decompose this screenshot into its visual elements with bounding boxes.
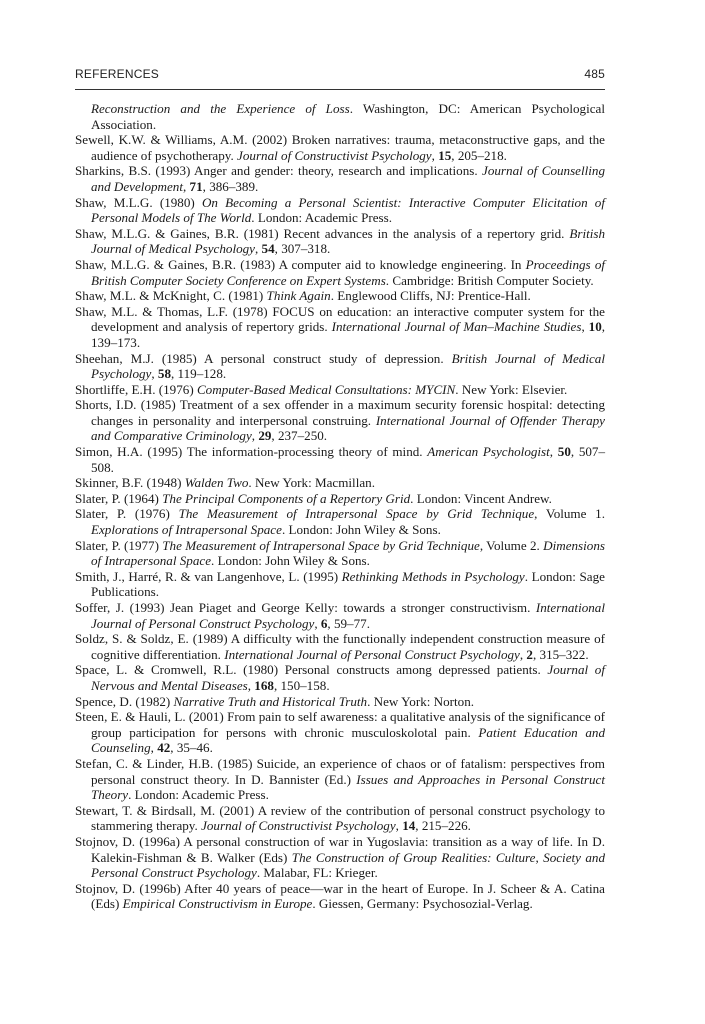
- reference-entry: [75, 475, 605, 491]
- reference-title: The Measurement of Intrapersonal Space by Grid Technique: [178, 506, 535, 522]
- reference-text: . New York: Elsevier.: [455, 381, 568, 397]
- reference-entry: [75, 351, 605, 382]
- reference-entry: [75, 288, 605, 304]
- reference-text: , Volume 2.: [479, 537, 544, 553]
- reference-volume: 29: [258, 428, 272, 444]
- reference-title: The Construction of Group Realities: Culture, Society and Personal Construct Psychology: [91, 849, 606, 881]
- reference-entry: [75, 803, 605, 834]
- reference-text: . New York: Macmillan.: [248, 475, 375, 491]
- reference-text: . Washington, DC: American Psychological Association.: [91, 101, 605, 132]
- reference-text: . London: John Wiley & Sons.: [211, 553, 370, 569]
- reference-title: British Journal of Medical Psychology: [91, 225, 605, 257]
- reference-title: The Principal Components of a Repertory Grid: [162, 490, 411, 506]
- reference-entry: [75, 491, 605, 507]
- reference-text: . London: Vincent Andrew.: [410, 490, 552, 506]
- reference-volume: 71: [189, 178, 203, 194]
- reference-volume: 2: [526, 646, 533, 662]
- reference-entry: [75, 834, 605, 881]
- reference-entry: [75, 257, 605, 288]
- reference-volume: 58: [157, 366, 171, 382]
- reference-volume: 15: [438, 147, 452, 163]
- reference-title: Think Again: [266, 288, 331, 304]
- reference-text: Stewart, T. & Birdsall, M. (2001) A review of the contribution of personal construct psychology to stammering therapy.: [75, 802, 605, 834]
- reference-text: ,: [395, 818, 403, 834]
- reference-text: , 150–158.: [273, 677, 330, 693]
- reference-entry: [75, 163, 605, 194]
- reference-title: American Psychologist: [427, 444, 550, 460]
- reference-text: Soldz, S. & Soldz, E. (1989) A difficulty with the functionally independent construction measure of cognitive differentiation.: [75, 631, 605, 662]
- reference-text: Shaw, M.L. & McKnight, C. (1981): [75, 288, 267, 304]
- reference-entry: [75, 444, 605, 475]
- reference-entry: [75, 569, 605, 600]
- reference-volume: 6: [320, 615, 328, 631]
- reference-text: ,: [549, 444, 558, 460]
- reference-text: ,: [150, 740, 158, 756]
- reference-title: On Becoming a Personal Scientist: Interactive Computer Elicitation of Personal Models of The World: [91, 194, 605, 226]
- reference-text: . London: Academic Press.: [128, 787, 269, 803]
- reference-text: , 59–77.: [327, 615, 370, 631]
- reference-entry: [75, 382, 605, 398]
- reference-entry: [75, 132, 605, 163]
- reference-text: . Malabar, FL: Krieger.: [256, 865, 378, 881]
- reference-text: , 386–389.: [202, 178, 259, 194]
- reference-entry: [75, 881, 605, 912]
- reference-entry: [75, 600, 605, 631]
- reference-title: Journal of Counselling and Development: [91, 163, 605, 194]
- reference-text: , 307–318.: [274, 241, 331, 257]
- reference-text: ,: [183, 178, 190, 194]
- reference-entry: [75, 538, 605, 569]
- reference-text: Sheehan, M.J. (1985) A personal construct study of depression.: [75, 350, 452, 366]
- reference-entry: [75, 195, 605, 226]
- reference-text: Shorts, I.D. (1985) Treatment of a sex offender in a maximum security forensic hospital: detecting changes in personality and interpersonal construing.: [75, 397, 605, 428]
- reference-text: ,: [431, 147, 439, 163]
- reference-text: Stojnov, D. (1996b) After 40 years of peace—war in the heart of Europe. In J. Scheer & A. Catina (Eds): [75, 880, 605, 912]
- reference-title: Narrative Truth and Historical Truth: [173, 693, 368, 709]
- reference-text: Shaw, M.L.G. & Gaines, B.R. (1981) Recent advances in the analysis of a repertory grid.: [75, 225, 570, 241]
- reference-title: British Journal of Medical Psychology: [91, 350, 605, 382]
- reference-text: Spence, D. (1982): [75, 693, 174, 709]
- reference-volume: 50: [557, 444, 571, 460]
- reference-text: , 215–226.: [415, 818, 471, 834]
- reference-text: Shaw, M.L. & Thomas, L.F. (1978) FOCUS on education: an interactive computer system for the development and analysis of repertory grids.: [75, 303, 605, 335]
- reference-text: ,: [247, 677, 255, 693]
- reference-volume: 42: [157, 740, 171, 756]
- reference-text: Smith, J., Harré, R. & van Langenhove, L. (1995): [75, 568, 342, 584]
- reference-text: , 139–173.: [91, 319, 606, 350]
- reference-text: . London: Sage Publications.: [91, 568, 605, 600]
- reference-volume: 14: [402, 818, 416, 834]
- reference-text: Shortliffe, E.H. (1976): [75, 381, 197, 397]
- reference-text: ,: [255, 241, 262, 257]
- reference-text: Simon, H.A. (1995) The information-processing theory of mind.: [75, 444, 428, 460]
- reference-text: Slater, P. (1976): [75, 506, 179, 522]
- reference-text: Sharkins, B.S. (1993) Anger and gender: theory, research and implications.: [75, 163, 483, 179]
- reference-volume: 168: [254, 677, 274, 693]
- reference-text: . Giessen, Germany: Psychosozial-Verlag.: [312, 896, 533, 912]
- running-head-title: REFERENCES: [75, 67, 160, 81]
- reference-text: Sewell, K.W. & Williams, A.M. (2002) Broken narratives: trauma, metaconstructive gaps, and the audience of psychotherapy.: [75, 132, 605, 163]
- reference-title: Walden Two: [184, 475, 249, 491]
- reference-text: Skinner, B.F. (1948): [75, 475, 185, 491]
- reference-volume: 10: [588, 319, 602, 335]
- reference-title: Journal of Constructivist Psychology: [237, 147, 432, 163]
- reference-entry: [75, 397, 605, 444]
- reference-title: Proceedings of British Computer Society Conference on Expert Systems: [91, 256, 606, 288]
- reference-title: Empirical Constructivism in Europe: [122, 896, 313, 912]
- reference-text: Slater, P. (1964): [75, 490, 163, 506]
- reference-text: , 237–250.: [271, 428, 328, 444]
- reference-title: Explorations of Intrapersonal Space: [91, 522, 282, 538]
- reference-text: . London: John Wiley & Sons.: [281, 522, 441, 538]
- reference-title: Reconstruction and the Experience of Loss: [91, 101, 350, 116]
- reference-title: Patient Education and Counseling: [91, 724, 605, 756]
- running-head: [75, 67, 605, 85]
- reference-title: International Journal of Personal Construct Psychology: [91, 600, 605, 631]
- reference-entry: [75, 709, 605, 756]
- reference-text: , 205–218.: [451, 147, 507, 163]
- reference-text: . London: Academic Press.: [251, 210, 393, 226]
- page-number: 485: [584, 67, 605, 81]
- reference-title: Journal of Constructivist Psychology: [201, 818, 396, 834]
- reference-title: Journal of Nervous and Mental Diseases: [91, 662, 605, 693]
- reference-text: Shaw, M.L.G. & Gaines, B.R. (1983) A computer aid to knowledge engineering. In: [75, 256, 526, 272]
- reference-text: ,: [519, 646, 527, 662]
- reference-text: , 315–322.: [532, 646, 589, 662]
- reference-text: Stojnov, D. (1996a) A personal construction of war in Yugoslavia: transition as a way of life. In D. Kalekin-Fishman & B. Walker (Eds): [75, 833, 605, 865]
- reference-title: Issues and Approaches in Personal Construct Theory: [91, 771, 605, 803]
- reference-text: Space, L. & Cromwell, R.L. (1980) Personal constructs among depressed patients.: [75, 662, 548, 678]
- reference-text: Slater, P. (1977): [75, 537, 163, 553]
- reference-entry: [75, 101, 605, 132]
- reference-text: Stefan, C. & Linder, H.B. (1985) Suicide, an experience of chaos or of fatalism: perspectives from personal construct theory. In D. Bannister (Ed.): [75, 755, 605, 787]
- reference-entry: [75, 662, 605, 693]
- reference-text: Soffer, J. (1993) Jean Piaget and George Kelly: towards a stronger constructivism.: [75, 600, 536, 615]
- reference-title: Dimensions of Intrapersonal Space: [91, 537, 605, 569]
- reference-text: Steen, E. & Hauli, L. (2001) From pain to self awareness: a qualitative analysis of the significance of group participation for persons with chronic musculoskolotal pain.: [75, 709, 605, 740]
- reference-entry: [75, 694, 605, 710]
- reference-title: International Journal of Offender Therapy and Comparative Criminology: [91, 412, 605, 444]
- reference-text: ,: [251, 428, 259, 444]
- reference-text: . Cambridge: British Computer Society.: [385, 272, 594, 288]
- reference-title: Rethinking Methods in Psychology: [341, 568, 525, 584]
- reference-text: ,: [314, 615, 321, 631]
- reference-entry: [75, 226, 605, 257]
- reference-text: , Volume 1.: [534, 506, 605, 522]
- reference-text: , 119–128.: [171, 366, 227, 382]
- reference-title: Computer-Based Medical Consultations: MYCIN: [196, 381, 456, 397]
- header-rule: [75, 89, 605, 90]
- reference-list: [75, 101, 605, 912]
- reference-entry: [75, 304, 605, 351]
- reference-text: , 35–46.: [170, 740, 213, 756]
- reference-text: ,: [581, 319, 589, 335]
- reference-text: . Englewood Cliffs, NJ: Prentice-Hall.: [330, 288, 531, 304]
- reference-entry: [75, 756, 605, 803]
- reference-text: , 507–508.: [91, 444, 606, 475]
- reference-entry: [75, 506, 605, 537]
- reference-title: International Journal of Man–Machine Studies: [331, 319, 582, 335]
- reference-text: Shaw, M.L.G. (1980): [75, 194, 202, 210]
- reference-title: The Measurement of Intrapersonal Space by Grid Technique: [162, 537, 480, 553]
- reference-text: . New York: Norton.: [367, 693, 475, 709]
- reference-text: ,: [151, 366, 158, 382]
- reference-volume: 54: [261, 241, 275, 257]
- reference-title: International Journal of Personal Construct Psychology: [224, 646, 520, 662]
- reference-entry: [75, 631, 605, 662]
